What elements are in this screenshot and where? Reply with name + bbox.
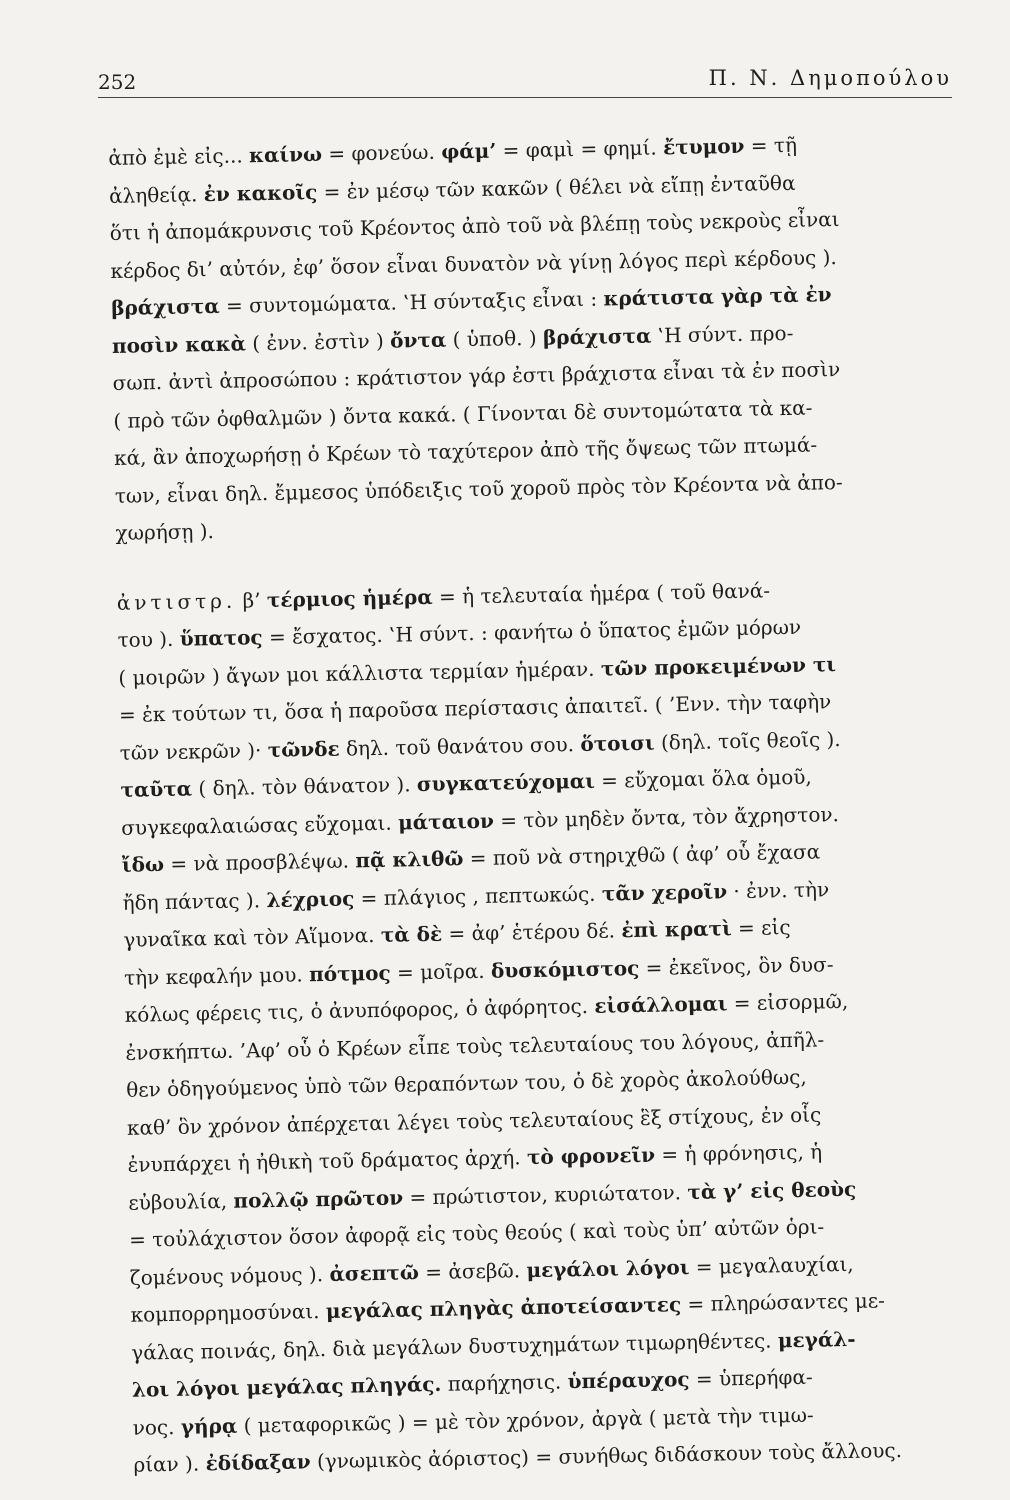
text-run: = ὑπερήφα- [689,1364,813,1392]
bold-term: ὕπατος [179,625,263,651]
bold-term: καίνω [248,141,323,168]
bold-term: ἐδίδαξαν [205,1449,311,1476]
bold-term: ὄντα [389,327,447,353]
text-run: νος. [132,1414,182,1440]
text-run: = φαμὶ = φημί. [496,135,664,163]
running-head: Π. Ν. Δημοπούλου [708,66,952,90]
text-run: = τῇ [744,132,798,158]
text-run: του ). [117,626,180,652]
text-run: των, εἶναι δηλ. ἔμμεσος ὑπόδειξις τοῦ χοροῦ πρὸς τὸν Κρέοντα νὰ ἀπο- [114,469,843,508]
bold-term: λέχριος [266,885,355,912]
text-run: (δηλ. τοῖς θεοῖς ). [654,726,841,755]
bold-term: τὰ γ’ εἰς θεοὺς [687,1176,857,1204]
bold-term: βράχιστα [110,293,220,320]
bold-term: ἀσεπτῶ [329,1259,420,1286]
text-run: = ἀφ’ ἑτέρου δέ. [441,918,622,946]
text-run: = ἐκ τούτων τι, ὅσα ἡ παροῦσα περίστασις ἀπαιτεῖ. ( ’Ενν. τὴν ταφὴν [118,689,832,727]
bold-term: ἐπὶ κρατὶ [621,916,732,943]
text-run: ( μοιρῶν ) ἄγων μοι κάλλιστα τερμίαν ἡμέραν. [118,656,602,690]
text-run: σωπ. ἀντὶ ἀπροσώπου : κράτιστον γάρ ἐστι βράχιστα εἶναι τὰ ἐν ποσὶν [112,356,841,395]
text-run: κέρδος δι’ αὐτόν, ἐφ’ ὅσον εἶναι δυνατὸν νὰ γίνῃ λόγος περὶ κέρδους ). [110,244,837,283]
text-run: ἤδη πάντας ). [122,887,267,915]
text-run: (γνωμικὸς ἀόριστος) = συνήθως διδάσκουν τοὺς ἄλλους. [310,1438,903,1474]
text-run: = ἀσεβῶ. [418,1257,527,1284]
bold-term: τὸ φρονεῖν [526,1142,656,1170]
text-run: = μοῖρα. [390,958,492,985]
bold-term: ταῦτα [120,776,193,802]
bold-term: μεγάλ- [777,1326,856,1352]
text-run: συγκεφαλαιώσας εὔχομαι. [120,810,399,840]
bold-term: ἐν κακοῖς [203,179,318,206]
bold-term: συγκατεύχομαι [416,768,596,797]
text-run: καθ’ ὃν χρόνον ἀπέρχεται λέγει τοὺς τελευταίους ἓξ στίχους, ἐν οἷς [126,1101,822,1140]
bold-term: ἔτυμον [662,133,745,160]
text-run: γάλας ποινάς, δηλ. διὰ μεγάλων δυστυχημάτων τιμωρηθέντες. [131,1327,779,1365]
bold-term: τᾶν χεροῖν [601,878,728,906]
bold-term: ὅτοισι [580,730,655,756]
text-run: = ἡ φρόνησις, ἡ [654,1139,823,1167]
text-run: = μεγαλαυχίαι, [689,1251,854,1279]
text-run: β’ [236,587,268,613]
text-run: = φονεύω. [321,139,442,166]
text-run: ἐνυπάρχει ἡ ἠθικὴ τοῦ δράματος ἀρχή. [127,1145,528,1177]
text-run: παρήχησις. [441,1369,568,1396]
body-text [108,123,1002,1484]
bold-term: ἴδω [121,852,165,877]
text-run: ( μεταφορικῶς ) = μὲ τὸν χρόνον, ἀργὰ ( μετὰ τὴν τιμω- [237,1402,814,1438]
bold-term: ποσὶν κακὰ [111,330,247,358]
text-run: κά, ἂν ἀποχωρήσῃ ὁ Κρέων τὸ ταχύτερον ἀπὸ τῆς ὄψεως τῶν πτωμά- [113,432,818,470]
bold-term: πᾷ κλιθῶ [355,846,464,873]
bold-term: λοι λόγοι μεγάλας πληγάς. [131,1371,442,1402]
text-run: ( ἐνν. ἐστὶν ) [245,328,391,355]
text-run: κόλως φέρεις τις, ὁ ἀνυπόφορος, ὁ ἀφόρητος. [124,993,595,1027]
text-run: ρίαν ). [133,1451,206,1477]
text-run: ( δηλ. τὸν θάνατον ). [191,772,418,801]
text-run: δηλ. τοῦ θανάτου σου. [339,731,581,761]
text-run: = πληρώσαντες με- [680,1288,886,1317]
text-run: = ἐν μέσῳ τῶν κακῶν ( θέλει νὰ εἴπῃ ἐνταῦθα [317,170,796,204]
text-run: = εἰς [731,915,791,941]
text-run: ζομένους νόμους ). [129,1261,330,1290]
text-run: = πλάγιος , πεπτωκώς. [354,881,603,910]
bold-term: γήρᾳ [180,1413,238,1439]
text-run: γυναῖκα καὶ τὸν Αἵμονα. [123,922,382,952]
header-rule [98,97,952,98]
bold-term: κράτιστα γὰρ τὰ ἐν [603,282,832,311]
text-run: = εὔχομαι ὅλα ὁμοῦ, [594,764,813,793]
text-run: · ἐνν. τὴν [726,876,830,903]
text-run: = ἐκεῖνος, ὃν δυσ- [639,951,834,980]
text-run: = νὰ προσβλέψω. [163,848,356,877]
text-run: κομπορρημοσύναι. [130,1299,327,1327]
text-run: ‛Η σύντ. προ- [651,320,794,348]
text-run: = τὸν μηδὲν ὄντα, τὸν ἄχρηστον. [493,801,840,833]
text-run: = ποῦ νὰ στηριχθῶ ( ἀφ’ οὗ ἔχασα [463,839,821,871]
bold-term: βράχιστα [542,323,652,350]
bold-term: τὰ δὲ [380,921,443,947]
paragraph [117,568,1002,1484]
text-run: ( ὑποθ. ) [445,325,544,352]
bold-term: πολλῷ πρῶτον [233,1185,404,1213]
text-run: ἀπὸ ἐμὲ εἰς... [108,143,250,170]
bold-term: μεγάλας πληγὰς ἀποτείσαντες [325,1292,682,1324]
text-run: ἐνσκήπτω. ’Αφ’ οὗ ὁ Κρέων εἶπε τοὺς τελευταίους του λόγους, ἀπῆλ- [125,1026,825,1065]
bold-term: ὑπέραυχος [567,1367,690,1394]
text-run: = συντομώματα. ‛Η σύνταξις εἶναι : [219,286,604,318]
bold-term: φάμ’ [440,138,497,164]
bold-term: μεγάλοι λόγοι [526,1254,690,1282]
bold-term: τῶνδε [267,736,340,762]
bold-term: τέρμιος ἡμέρα [266,584,433,612]
page-number: 252 [98,70,137,94]
text-run: τὴν κεφαλήν μου. [123,961,310,990]
text-run: ὅτι ἡ ἀπομάκρυνσις τοῦ Κρέοντος ἀπὸ τοῦ νὰ βλέπῃ τοὺς νεκροὺς εἶναι [109,206,840,245]
text-run: = τοὐλάχιστον ὅσον ἀφορᾷ εἰς τοὺς θεούς ( καὶ τοὺς ὑπ’ αὐτῶν ὁρι- [128,1214,825,1252]
page-header [98,58,952,98]
bold-term: μάταιον [397,808,495,835]
bold-term: εἰσάλλομαι [594,991,728,1018]
text-run: = πρώτιστον, κυριώτατον. [402,1179,688,1210]
text-run: τῶν νεκρῶν )· [119,737,268,765]
text-run: χωρήσῃ ). [115,519,215,545]
bold-term: πότμος [308,960,391,986]
text-run: εὐβουλία, [128,1188,234,1215]
text-run: θεν ὁδηγούμενος ὑπὸ τῶν θεραπόντων του, ὁ δὲ χορὸς ἀκολούθως, [126,1064,807,1102]
text-run: ἀληθείᾳ. [108,181,204,208]
bold-term: δυσκόμιστος [490,955,640,983]
text-run: = εἰσορμῶ, [727,988,849,1016]
text-run: = ἔσχατος. ‛Η σύντ. : φανήτω ὁ ὕπατος ἐμῶν μόρων [262,614,802,650]
paragraph [108,123,984,552]
text-run: ἀντιστρ. [116,588,237,615]
text-run: = ἡ τελευταία ἡμέρα ( τοῦ θανά- [432,577,771,609]
text-run: ( πρὸ τῶν ὀφθαλμῶν ) ὄντα κακά. ( Γίνονται δὲ συντομώτατα τὰ κα- [113,395,813,433]
bold-term: τῶν προκειμένων τι [600,651,837,681]
